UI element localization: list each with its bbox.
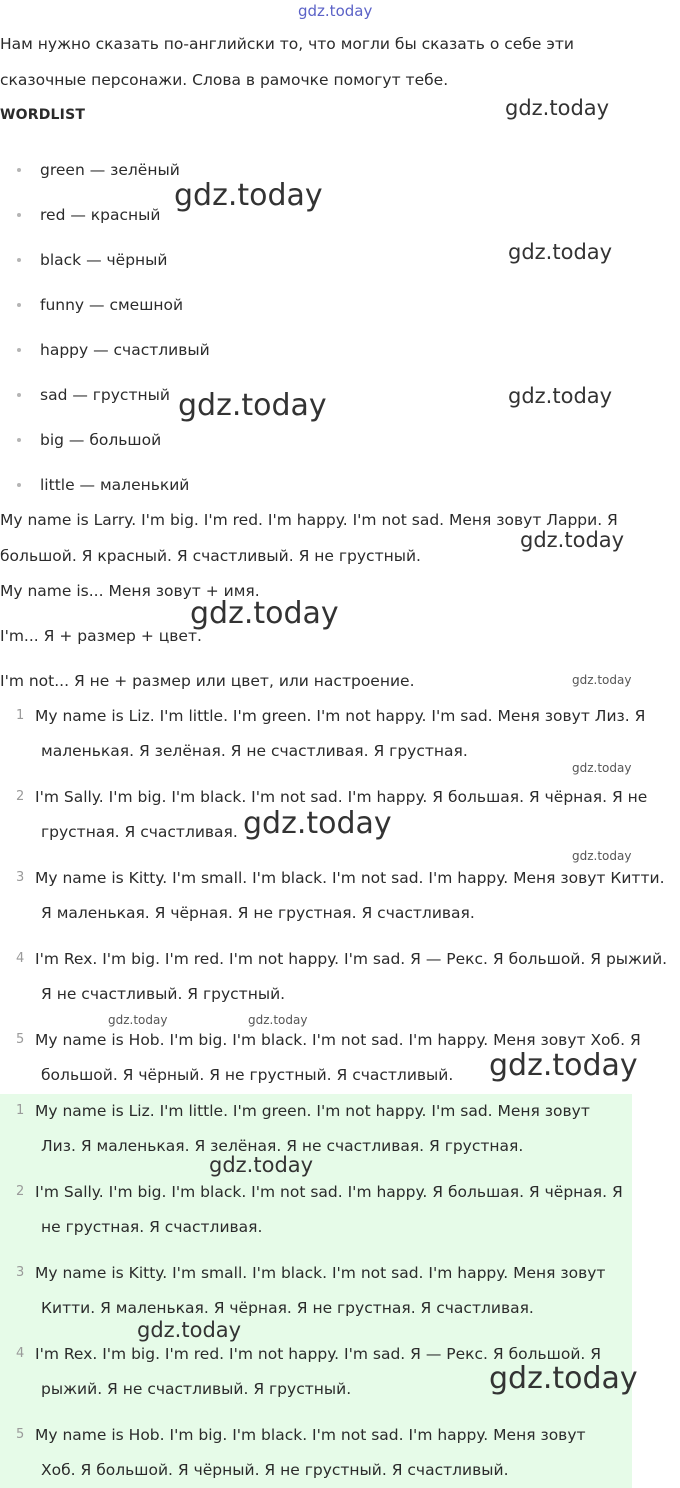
- explanation-line: I'm... Я + размер + цвет.: [0, 627, 202, 645]
- watermark: gdz.today: [508, 384, 613, 408]
- explanation-line: большой. Я красный. Я счастливый. Я не грустный.: [0, 547, 421, 565]
- watermark: gdz.today: [298, 2, 373, 20]
- bullet-icon: [17, 168, 21, 172]
- bullet-icon: [17, 303, 21, 307]
- intro-line: сказочные персонажи. Слова в рамочке помогут тебе.: [0, 71, 449, 89]
- watermark: gdz.today: [489, 1048, 638, 1083]
- intro-line: Нам нужно сказать по-английски то, что могли бы сказать о себе эти: [0, 35, 574, 53]
- explanation-line: I'm not... Я не + размер или цвет, или настроение.: [0, 672, 415, 690]
- watermark: gdz.today: [209, 1153, 314, 1177]
- watermark: gdz.today: [243, 806, 392, 841]
- watermark: gdz.today: [174, 178, 323, 213]
- watermark: gdz.today: [190, 596, 339, 631]
- watermark: gdz.today: [178, 388, 327, 423]
- watermark: gdz.today: [508, 240, 613, 264]
- bullet-icon: [17, 393, 21, 397]
- watermark: gdz.today: [108, 1013, 168, 1027]
- explanation-line: My name is... Меня зовут + имя.: [0, 582, 260, 600]
- watermark: gdz.today: [505, 96, 610, 120]
- bullet-icon: [17, 213, 21, 217]
- watermark: gdz.today: [572, 673, 632, 687]
- bullet-icon: [17, 348, 21, 352]
- bullet-icon: [17, 483, 21, 487]
- bullet-icon: [17, 258, 21, 262]
- explanation-line: My name is Larry. I'm big. I'm red. I'm happy. I'm not sad. Меня зовут Ларри. Я: [0, 511, 618, 529]
- watermark: gdz.today: [248, 1013, 308, 1027]
- watermark: gdz.today: [520, 528, 625, 552]
- watermark: gdz.today: [572, 761, 632, 775]
- watermark: gdz.today: [489, 1361, 638, 1396]
- wordlist-heading: WORDLIST: [0, 107, 86, 123]
- watermark: gdz.today: [572, 849, 632, 863]
- bullet-icon: [17, 438, 21, 442]
- watermark: gdz.today: [137, 1318, 242, 1342]
